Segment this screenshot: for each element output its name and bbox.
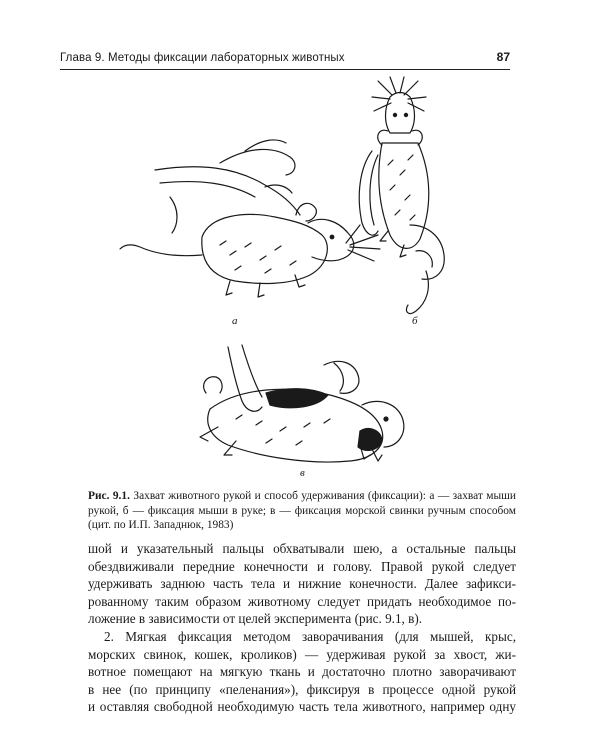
illustration-mouse-grasp bbox=[120, 140, 380, 297]
text-line: ложение в зависимости от целей эксперимента (рис. 9.1, в). bbox=[88, 611, 423, 627]
text-line: удерживать заднюю часть тела и нижние конечности. Далее зафикси- bbox=[88, 576, 516, 592]
text-line: и оставляя свободной необходимую часть тела животного, например одну bbox=[88, 699, 516, 715]
text-line: в нее (по принципу «пеленания»), фиксируя в процессе одной рукой bbox=[88, 681, 516, 697]
running-header bbox=[60, 52, 510, 68]
text-line: 2. Мягкая фиксация методом заворачивания (для мышей, крыс, bbox=[104, 628, 516, 644]
chapter-title: Глава 9. Методы фиксации лабораторных животных bbox=[60, 52, 345, 64]
page-number: 87 bbox=[496, 50, 510, 64]
caption-text: Захват животного рукой и способ удерживания (фиксации): а — захват мыши рукой, б — фиксация мыши в руке; в — фиксация морской свинки ручным способом (цит. по И.П. Западнюк, 1983) bbox=[88, 490, 516, 531]
text-line: рованному таким образом животному следует придать необходимое по- bbox=[88, 593, 516, 609]
panel-label-b: б bbox=[412, 315, 418, 327]
panel-label-c: в bbox=[300, 467, 305, 479]
figure-illustrations bbox=[60, 75, 520, 485]
illustration-mouse-in-hand bbox=[359, 77, 444, 313]
figure-9-1 bbox=[60, 75, 520, 485]
header-rule bbox=[60, 69, 510, 70]
text-line: шой и указательный пальцы обхватывали шею, а остальные пальцы bbox=[88, 541, 516, 556]
figure-caption bbox=[88, 489, 516, 533]
body-text bbox=[88, 540, 516, 716]
illustration-guinea-pig bbox=[200, 345, 404, 462]
caption-number: Рис. 9.1. bbox=[88, 490, 130, 502]
panel-label-a: а bbox=[232, 315, 238, 327]
text-line: обездвиживали передние конечности и голову. Правой рукой следует bbox=[88, 558, 516, 574]
text-line: морских свинок, кошек, кроликов) — удерживая рукой за хвост, жи- bbox=[88, 646, 516, 662]
text-line: вотное помещают на мягкую ткань и достаточно плотно заворачивают bbox=[88, 664, 516, 680]
